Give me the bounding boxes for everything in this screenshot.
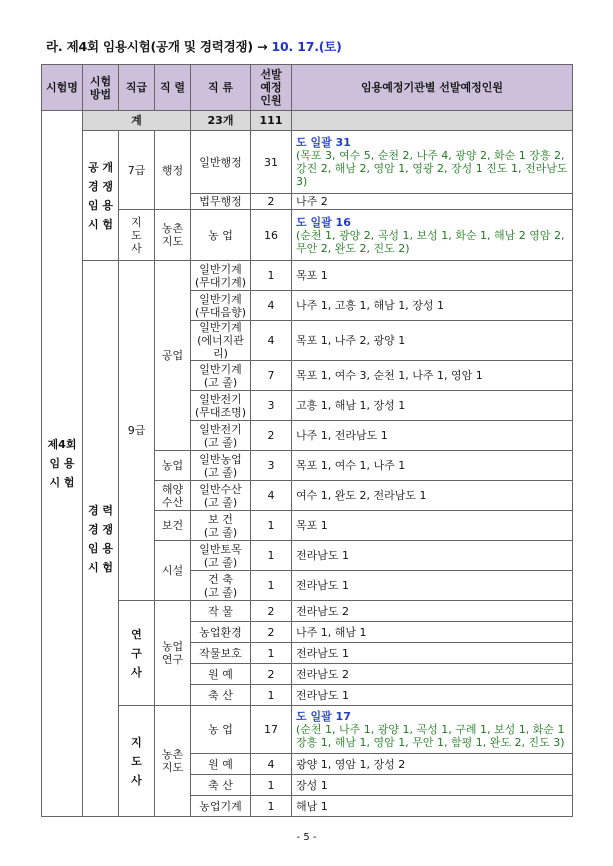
agency-cell: 장성 1: [292, 775, 573, 796]
grade-9: 9급: [119, 261, 155, 601]
count-cell: 1: [251, 796, 292, 817]
category-cell: 일반기계 (고 졸): [191, 361, 251, 391]
agency-cell: 나주 1, 해남 1: [292, 622, 573, 643]
header-method: 시험 방법: [83, 65, 119, 111]
category-cell: 법무행정: [191, 194, 251, 210]
category-cell: 농업환경: [191, 622, 251, 643]
grade-7: 7급: [119, 131, 155, 210]
table-row: [42, 261, 573, 291]
count-cell: 3: [251, 391, 292, 421]
category-cell: 농업기계: [191, 796, 251, 817]
series-haengjeong: 행정: [155, 131, 191, 210]
summary-blank: [292, 111, 573, 131]
count-cell: 4: [251, 481, 292, 511]
category-cell: 일반전기 (무대조명): [191, 391, 251, 421]
header-count: 선발 예정 인원: [251, 65, 292, 111]
agency-cell: 전라남도 1: [292, 571, 573, 601]
category-cell: 작물보호: [191, 643, 251, 664]
count-cell: 4: [251, 291, 292, 321]
count-cell: 1: [251, 511, 292, 541]
series-nongeop: 농업: [155, 451, 191, 481]
category-cell: 원 예: [191, 754, 251, 775]
title-prefix: 라. 제4회 임용시험(공개 및 경력경쟁) →: [46, 39, 272, 54]
exam-name-cell: 제4회 임 용 시 험: [42, 111, 83, 817]
series-bogeon: 보건: [155, 511, 191, 541]
category-cell: 일반기계 (무대기계): [191, 261, 251, 291]
series-haeyang: 해양 수산: [155, 481, 191, 511]
category-cell: 농 업: [191, 706, 251, 754]
agency-cell: [292, 706, 573, 754]
category-cell: 일반토목 (고 졸): [191, 541, 251, 571]
series-gongeop: 공업: [155, 261, 191, 451]
category-cell: 일반기계 (에너지관리): [191, 321, 251, 361]
agency-cell: 목포 1, 여수 3, 순천 1, 나주 1, 영암 1: [292, 361, 573, 391]
agency-detail: (목포 3, 여수 5, 순천 2, 나주 4, 광양 2, 화순 1 장흥 2, 강진 2, 해남 2, 영암 1, 영광 2, 장성 1 진도 1, 전라남도3): [296, 149, 568, 188]
agency-cell: 목포 1, 나주 2, 광양 1: [292, 321, 573, 361]
table-row: [42, 210, 573, 261]
agency-cell: 나주 2: [292, 194, 573, 210]
count-cell: 7: [251, 361, 292, 391]
method-career: 경 력 경 쟁 임 용 시 험: [83, 261, 119, 817]
category-cell: 일반기계 (무대음향): [191, 291, 251, 321]
agency-cell: 해남 1: [292, 796, 573, 817]
summary-row: [42, 111, 573, 131]
series-nongchon-jido: 농촌 지도: [155, 210, 191, 261]
count-cell: 4: [251, 754, 292, 775]
series-nongeop-yeongu: 농업 연구: [155, 601, 191, 706]
section-title: [46, 37, 342, 55]
count-cell: 1: [251, 541, 292, 571]
count-cell: 1: [251, 775, 292, 796]
category-cell: 일반농업 (고 졸): [191, 451, 251, 481]
count-cell: 17: [251, 706, 292, 754]
agency-cell: 여수 1, 완도 2, 전라남도 1: [292, 481, 573, 511]
category-cell: 일반전기 (고 졸): [191, 421, 251, 451]
series-nongchon-jido-2: 농촌 지도: [155, 706, 191, 817]
category-cell: 농 업: [191, 210, 251, 261]
grade-jidosa-2: 지 도 사: [119, 706, 155, 817]
count-cell: 2: [251, 421, 292, 451]
agency-cell: 전라남도 2: [292, 601, 573, 622]
agency-detail: (순천 1, 나주 1, 광양 1, 곡성 1, 구례 1, 보성 1, 화순 1 장흥 1, 해남 1, 영암 1, 무안 1, 함평 1, 완도 2, 진도 3): [296, 723, 565, 749]
header-agency: 임용예정기관별 선발예정인원: [292, 65, 573, 111]
count-cell: 31: [251, 131, 292, 194]
summary-categories: 23개: [191, 111, 251, 131]
header-exam-name: 시험명: [42, 65, 83, 111]
count-cell: 3: [251, 451, 292, 481]
category-cell: 원 예: [191, 664, 251, 685]
recruitment-table: [41, 64, 573, 817]
agency-cell: [292, 210, 573, 261]
page-number: - 5 -: [296, 832, 317, 843]
agency-detail: (순천 1, 광양 2, 곡성 1, 보성 1, 화순 1, 해남 2 영암 2, 무안 2, 완도 2, 진도 2): [296, 228, 565, 255]
agency-cell: 목포 1: [292, 511, 573, 541]
category-cell: 작 물: [191, 601, 251, 622]
agency-cell: 고흥 1, 해남 1, 장성 1: [292, 391, 573, 421]
count-cell: 2: [251, 622, 292, 643]
category-cell: 축 산: [191, 685, 251, 706]
table-row: [42, 131, 573, 194]
agency-cell: [292, 131, 573, 194]
agency-cell: 목포 1: [292, 261, 573, 291]
series-siseol: 시설: [155, 541, 191, 601]
exam-date: 10. 17.(토): [271, 39, 342, 54]
header-series: 직 렬: [155, 65, 191, 111]
count-cell: 2: [251, 664, 292, 685]
agency-head: 도 일괄 31: [296, 136, 351, 149]
grade-yeongusa: 연 구 사: [119, 601, 155, 706]
count-cell: 2: [251, 194, 292, 210]
grade-jidosa: 지 도 사: [119, 210, 155, 261]
count-cell: 1: [251, 685, 292, 706]
header-category: 직 류: [191, 65, 251, 111]
count-cell: 4: [251, 321, 292, 361]
method-open: 공 개 경 쟁 임 용 시 험: [83, 131, 119, 261]
summary-total: 111: [251, 111, 292, 131]
agency-cell: 전라남도 2: [292, 664, 573, 685]
agency-cell: 광양 1, 영암 1, 장성 2: [292, 754, 573, 775]
agency-cell: 전라남도 1: [292, 685, 573, 706]
table-header-row: [42, 65, 573, 111]
summary-label: 계: [83, 111, 191, 131]
category-cell: 축 산: [191, 775, 251, 796]
category-cell: 일반수산 (고 졸): [191, 481, 251, 511]
category-cell: 보 건 (고 졸): [191, 511, 251, 541]
category-cell: 일반행정: [191, 131, 251, 194]
agency-head: 도 일괄 16: [296, 215, 351, 229]
category-cell: 건 축 (고 졸): [191, 571, 251, 601]
agency-cell: 전라남도 1: [292, 643, 573, 664]
agency-cell: 목포 1, 여수 1, 나주 1: [292, 451, 573, 481]
header-grade: 직급: [119, 65, 155, 111]
table-row: [42, 706, 573, 754]
agency-cell: 나주 1, 고흥 1, 해남 1, 장성 1: [292, 291, 573, 321]
agency-head: 도 일괄 17: [296, 710, 351, 723]
count-cell: 2: [251, 601, 292, 622]
count-cell: 16: [251, 210, 292, 261]
agency-cell: 나주 1, 전라남도 1: [292, 421, 573, 451]
agency-cell: 전라남도 1: [292, 541, 573, 571]
count-cell: 1: [251, 261, 292, 291]
count-cell: 1: [251, 571, 292, 601]
table-row: [42, 601, 573, 622]
count-cell: 1: [251, 643, 292, 664]
